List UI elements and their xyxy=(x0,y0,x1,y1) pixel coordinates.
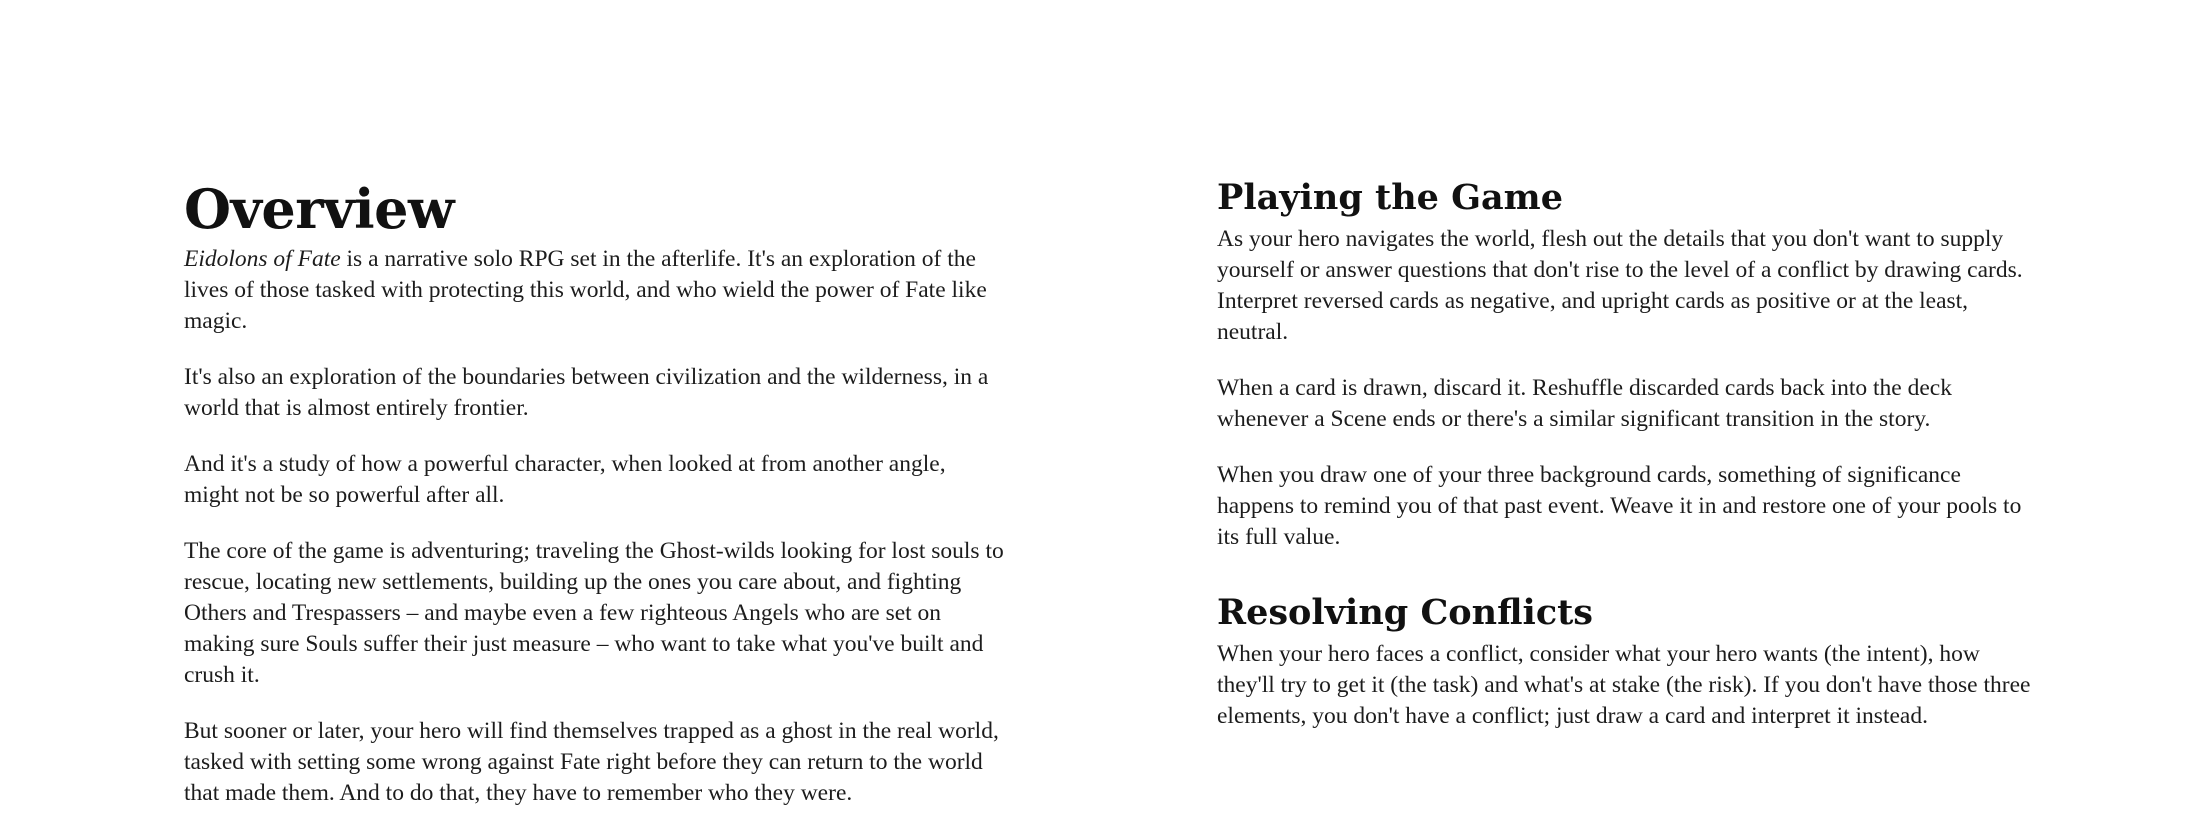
playing-paragraph-2: When a card is drawn, discard it. Reshuffle discarded cards back into the deck whenever a Scene ends or there's a similar significant transition in the story. xyxy=(1217,375,1952,432)
playing-the-game-heading: Playing the Game xyxy=(1217,177,1563,218)
right-column xyxy=(1217,176,2037,757)
overview-paragraph-3: And it's a study of how a powerful character, when looked at from another angle, might not be so powerful after all. xyxy=(184,451,946,508)
resolving-paragraph-1: When your hero faces a conflict, consider what your hero wants (the intent), how they'll try to get it (the task) and what's at stake (the risk). If you don't have those three elements, you don't have a conflict; just draw a card and interpret it instead. xyxy=(1217,641,2031,729)
playing-paragraph-1: As your hero navigates the world, flesh out the details that you don't want to supply yourself or answer questions that don't rise to the level of a conflict by drawing cards. Interpret reversed cards as negative, and upright cards as positive or at the least, neutral. xyxy=(1217,226,2023,345)
overview-paragraph-2: It's also an exploration of the boundaries between civilization and the wilderness, in a world that is almost entirely frontier. xyxy=(184,364,989,421)
left-column xyxy=(184,178,1004,834)
overview-title: Overview xyxy=(184,177,454,241)
playing-paragraph-3: When you draw one of your three background cards, something of significance happens to remind you of that past event. Weave it in and restore one of your pools to its full value. xyxy=(1217,462,2022,550)
resolving-conflicts-heading: Resolving Conflicts xyxy=(1217,592,1594,633)
overview-paragraph-1-text: is a narrative solo RPG set in the afterlife. It's an exploration of the lives of those tasked with protecting this world, and who wield the power of Fate like magic. xyxy=(184,246,987,334)
game-title-italic: Eidolons of Fate xyxy=(184,246,341,272)
overview-paragraph-4: The core of the game is adventuring; traveling the Ghost-wilds looking for lost souls to rescue, locating new settlements, building up the ones you care about, and fighting Others and Trespassers – and maybe even a few righteous Angels who are set on making sure Souls suffer their just measure – who want to take what you've built and crush it. xyxy=(184,538,1004,688)
overview-paragraph-1 xyxy=(184,244,1004,337)
overview-paragraph-5: But sooner or later, your hero will find themselves trapped as a ghost in the real world, tasked with setting some wrong against Fate right before they can return to the world that made them. And to do that, they have to remember who they were. xyxy=(184,718,999,806)
